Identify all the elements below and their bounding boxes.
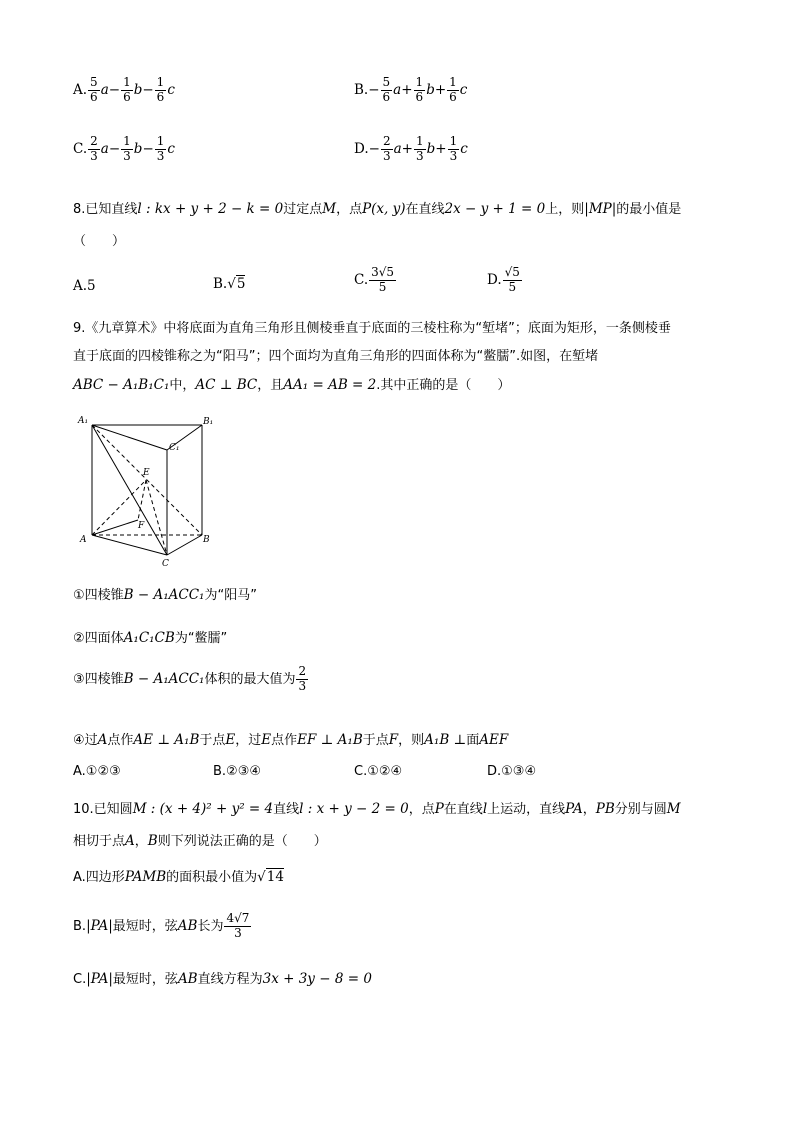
q8-stem-line1: 8.已知直线l : kx + y + 2 − k = 0过定点M，点P(x, y)在直线2x − y + 1 = 0上，则|MP|的最小值是 bbox=[73, 201, 682, 217]
q8-option-c: C. $\frac{3√5}{5}$ bbox=[354, 265, 395, 294]
q10-stem-line1: 10.已知圆M : (x + 4)² + y² = 4直线l : x + y − 2 = 0，点P在直线l上运动，直线PA，PB分别与圆M bbox=[73, 801, 681, 817]
q10-option-a: A.四边形PAMB的面积最小值为√14 bbox=[73, 869, 284, 885]
label-c: C bbox=[162, 559, 169, 569]
q9-stem-line1: 9.《九章算术》中将底面为直角三角形且侧棱垂直于底面的三棱柱称为“堑堵”；底面为矩形，一条侧棱垂 bbox=[73, 321, 671, 336]
q10-stem-line2: 相切于点A，B则下列说法正确的是（ ） bbox=[73, 833, 327, 849]
q9-statement-1: ①四棱锥B − A₁ACC₁为“阳马” bbox=[73, 587, 257, 603]
q8-option-d: D. $\frac{√5}{5}$ bbox=[487, 265, 520, 294]
label-f: F bbox=[138, 521, 145, 531]
q9-stem-line2: 直于底面的四棱锥称之为“阳马”；四个面均为直角三角形的四面体称为“鳖臑”.如图，在堑堵 bbox=[73, 349, 599, 364]
q8-answer-paren: （ ） bbox=[73, 234, 126, 249]
q9-option-a: A.①②③ bbox=[73, 764, 121, 779]
q7-option-a: A. $\frac{5}{6}$ a− $\frac{1}{6}$ b− $\frac{1}{6}$ c bbox=[73, 75, 175, 104]
q9-option-d: D.①③④ bbox=[487, 764, 537, 779]
label-b: B bbox=[203, 535, 210, 545]
q9-statement-3: ③四棱锥B − A₁ACC₁体积的最大值为 $\frac{2}{3}$ bbox=[73, 664, 307, 693]
q9-statement-2: ②四面体A₁C₁CB为“鳖臑” bbox=[73, 630, 228, 646]
q9-stem-line3: ABC − A₁B₁C₁中，AC ⊥ BC，且AA₁ = AB = 2.其中正确的是（ ） bbox=[73, 377, 511, 393]
q7-option-b: B.− $\frac{5}{6}$ a+ $\frac{1}{6}$ b+ $\frac{1}{6}$ c bbox=[354, 75, 468, 104]
label-e: E bbox=[143, 468, 150, 478]
q9-option-b: B.②③④ bbox=[213, 764, 262, 779]
q10-option-b: B.|PA|最短时，弦AB长为 $\frac{4√7}{3}$ bbox=[73, 911, 250, 940]
q7-option-c: C. $\frac{2}{3}$ a− $\frac{1}{3}$ b− $\frac{1}{3}$ c bbox=[73, 134, 175, 163]
q7-option-d: D.− $\frac{2}{3}$ a+ $\frac{1}{3}$ b+ $\frac{1}{3}$ c bbox=[354, 134, 468, 163]
q9-option-c: C.①②④ bbox=[354, 764, 403, 779]
q9-statement-4: ④过A点作AE ⊥ A₁B于点E，过E点作EF ⊥ A₁B于点F，则A₁B ⊥面AEF bbox=[73, 732, 509, 748]
label-a: A bbox=[80, 535, 87, 545]
q8-option-a: A.5 bbox=[73, 278, 96, 294]
q10-option-c: C.|PA|最短时，弦AB直线方程为3x + 3y − 8 = 0 bbox=[73, 971, 372, 987]
label-c1: C₁ bbox=[169, 443, 180, 453]
q8-option-b: B.√5 bbox=[213, 276, 246, 292]
prism-figure bbox=[72, 410, 212, 570]
label-b1: B₁ bbox=[203, 417, 214, 427]
label-a1: A₁ bbox=[78, 416, 89, 426]
